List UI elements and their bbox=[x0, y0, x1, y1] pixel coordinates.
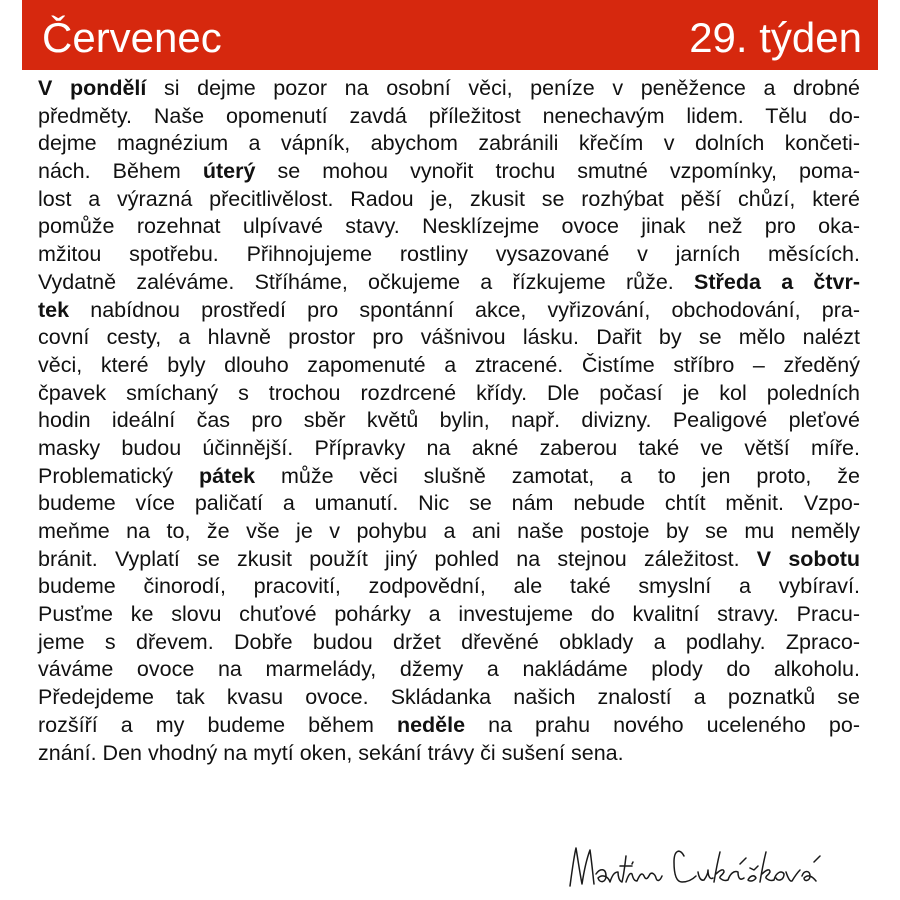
text-run: budeme více paličatí a umanutí. Nic se nám nebude chtít měnit. Vzpo- bbox=[38, 491, 860, 516]
text-line bbox=[38, 629, 860, 657]
text-run: nabídnou prostředí pro spontánní akce, vyřizování, obchodování, pra- bbox=[69, 297, 860, 322]
text-line bbox=[38, 158, 860, 186]
text-run: Problematický bbox=[38, 463, 199, 488]
text-line bbox=[38, 103, 860, 131]
text-run: bránit. Vyplatí se zkusit použít jiný pohled na stejnou záležitost. bbox=[38, 546, 757, 571]
text-line bbox=[38, 213, 860, 241]
text-line bbox=[38, 297, 860, 325]
text-run: věci, které byly dlouho zapomenuté a ztracené. Čistíme stříbro – zředěný bbox=[38, 352, 860, 377]
text-line bbox=[38, 352, 860, 380]
text-line bbox=[38, 463, 860, 491]
text-run: předměty. Naše opomenutí zavdá příležitost nenechavým lidem. Tělu do- bbox=[38, 103, 860, 128]
month-title: Červenec bbox=[42, 14, 222, 61]
text-run: na prahu nového uceleného po- bbox=[465, 712, 860, 737]
day-highlight: V pondělí bbox=[38, 76, 147, 100]
text-run: mžitou spotřebu. Přihnojujeme rostliny vysazované v jarních měsících. bbox=[38, 242, 860, 267]
text-line bbox=[38, 490, 860, 518]
week-number: 29. týden bbox=[689, 14, 862, 61]
text-line bbox=[38, 684, 860, 712]
text-line bbox=[38, 656, 860, 684]
text-run: může věci slušně zamotat, a to jen proto, že bbox=[255, 463, 860, 488]
text-run: si dejme pozor na osobní věci, peníze v peněžence a drobné bbox=[146, 76, 861, 100]
text-line bbox=[38, 380, 860, 408]
text-run: pomůže rozehnat ulpívavé stavy. Nesklízejme ovoce jinak než pro oka- bbox=[38, 214, 860, 239]
text-line bbox=[38, 241, 860, 269]
day-highlight: pátek bbox=[198, 463, 256, 488]
text-line bbox=[38, 601, 860, 629]
text-line bbox=[38, 435, 860, 463]
text-line bbox=[38, 712, 860, 740]
day-highlight: úterý bbox=[202, 159, 256, 184]
author-signature bbox=[562, 826, 872, 894]
text-line bbox=[38, 407, 860, 435]
text-run: budeme činorodí, pracovití, zodpovědní, ale také smyslní a vybíraví. bbox=[38, 574, 860, 599]
day-highlight: neděle bbox=[396, 712, 466, 737]
text-line bbox=[38, 269, 860, 297]
text-line bbox=[38, 75, 860, 103]
text-run: covní cesty, a hlavně prostor pro vášnivou lásku. Dařit by se mělo nalézt bbox=[38, 325, 860, 350]
text-line bbox=[38, 130, 860, 158]
text-line bbox=[38, 186, 860, 214]
horoscope-text bbox=[38, 75, 860, 767]
text-run: znání. Den vhodný na mytí oken, sekání trávy či sušení sena. bbox=[38, 740, 624, 765]
text-line bbox=[38, 740, 860, 768]
text-run: dejme magnézium a vápník, abychom zabránili křečím v dolních končeti- bbox=[38, 131, 860, 156]
text-run: Pusťme ke slovu chuťové pohárky a investujeme do kvalitní stravy. Pracu- bbox=[38, 602, 860, 627]
page-header bbox=[22, 0, 878, 70]
text-run: rozšíří a my budeme během bbox=[38, 712, 397, 737]
text-line bbox=[38, 324, 860, 352]
text-run: lost a výrazná přecitlivělost. Radou je, zkusit se rozhýbat pěší chůzí, které bbox=[38, 186, 860, 211]
text-run: nách. Během bbox=[38, 159, 203, 184]
text-line bbox=[38, 518, 860, 546]
text-run: Předejdeme tak kvasu ovoce. Skládanka našich znalostí a poznatků se bbox=[38, 685, 860, 710]
text-run: hodin ideální čas pro sběr květů bylin, např. divizny. Pealigové pleťové bbox=[38, 408, 860, 433]
text-line bbox=[38, 573, 860, 601]
day-highlight: Středa a čtvr- bbox=[694, 269, 861, 294]
day-highlight: V sobotu bbox=[756, 546, 860, 571]
text-run: masky budou účinnější. Přípravky na akné zaberou také ve větší míře. bbox=[38, 435, 860, 460]
text-run: meňme na to, že vše je v pohybu a ani naše postoje by se mu neměly bbox=[38, 519, 860, 543]
text-run: váváme ovoce na marmelády, džemy a nakládáme plody do alkoholu. bbox=[38, 657, 860, 682]
text-run: Vydatně zaléváme. Stříháme, očkujeme a řízkujeme růže. bbox=[38, 269, 695, 294]
day-highlight: tek bbox=[38, 297, 70, 322]
text-run: se mohou vynořit trochu smutné vzpomínky, poma- bbox=[255, 159, 860, 184]
text-run: jeme s dřevem. Dobře budou držet dřevěné obklady a podlahy. Zpraco- bbox=[38, 629, 860, 654]
text-run: čpavek smíchaný s trochou rozdrcené křídy. Dle počasí je kol poledních bbox=[38, 380, 860, 405]
text-line bbox=[38, 546, 860, 574]
